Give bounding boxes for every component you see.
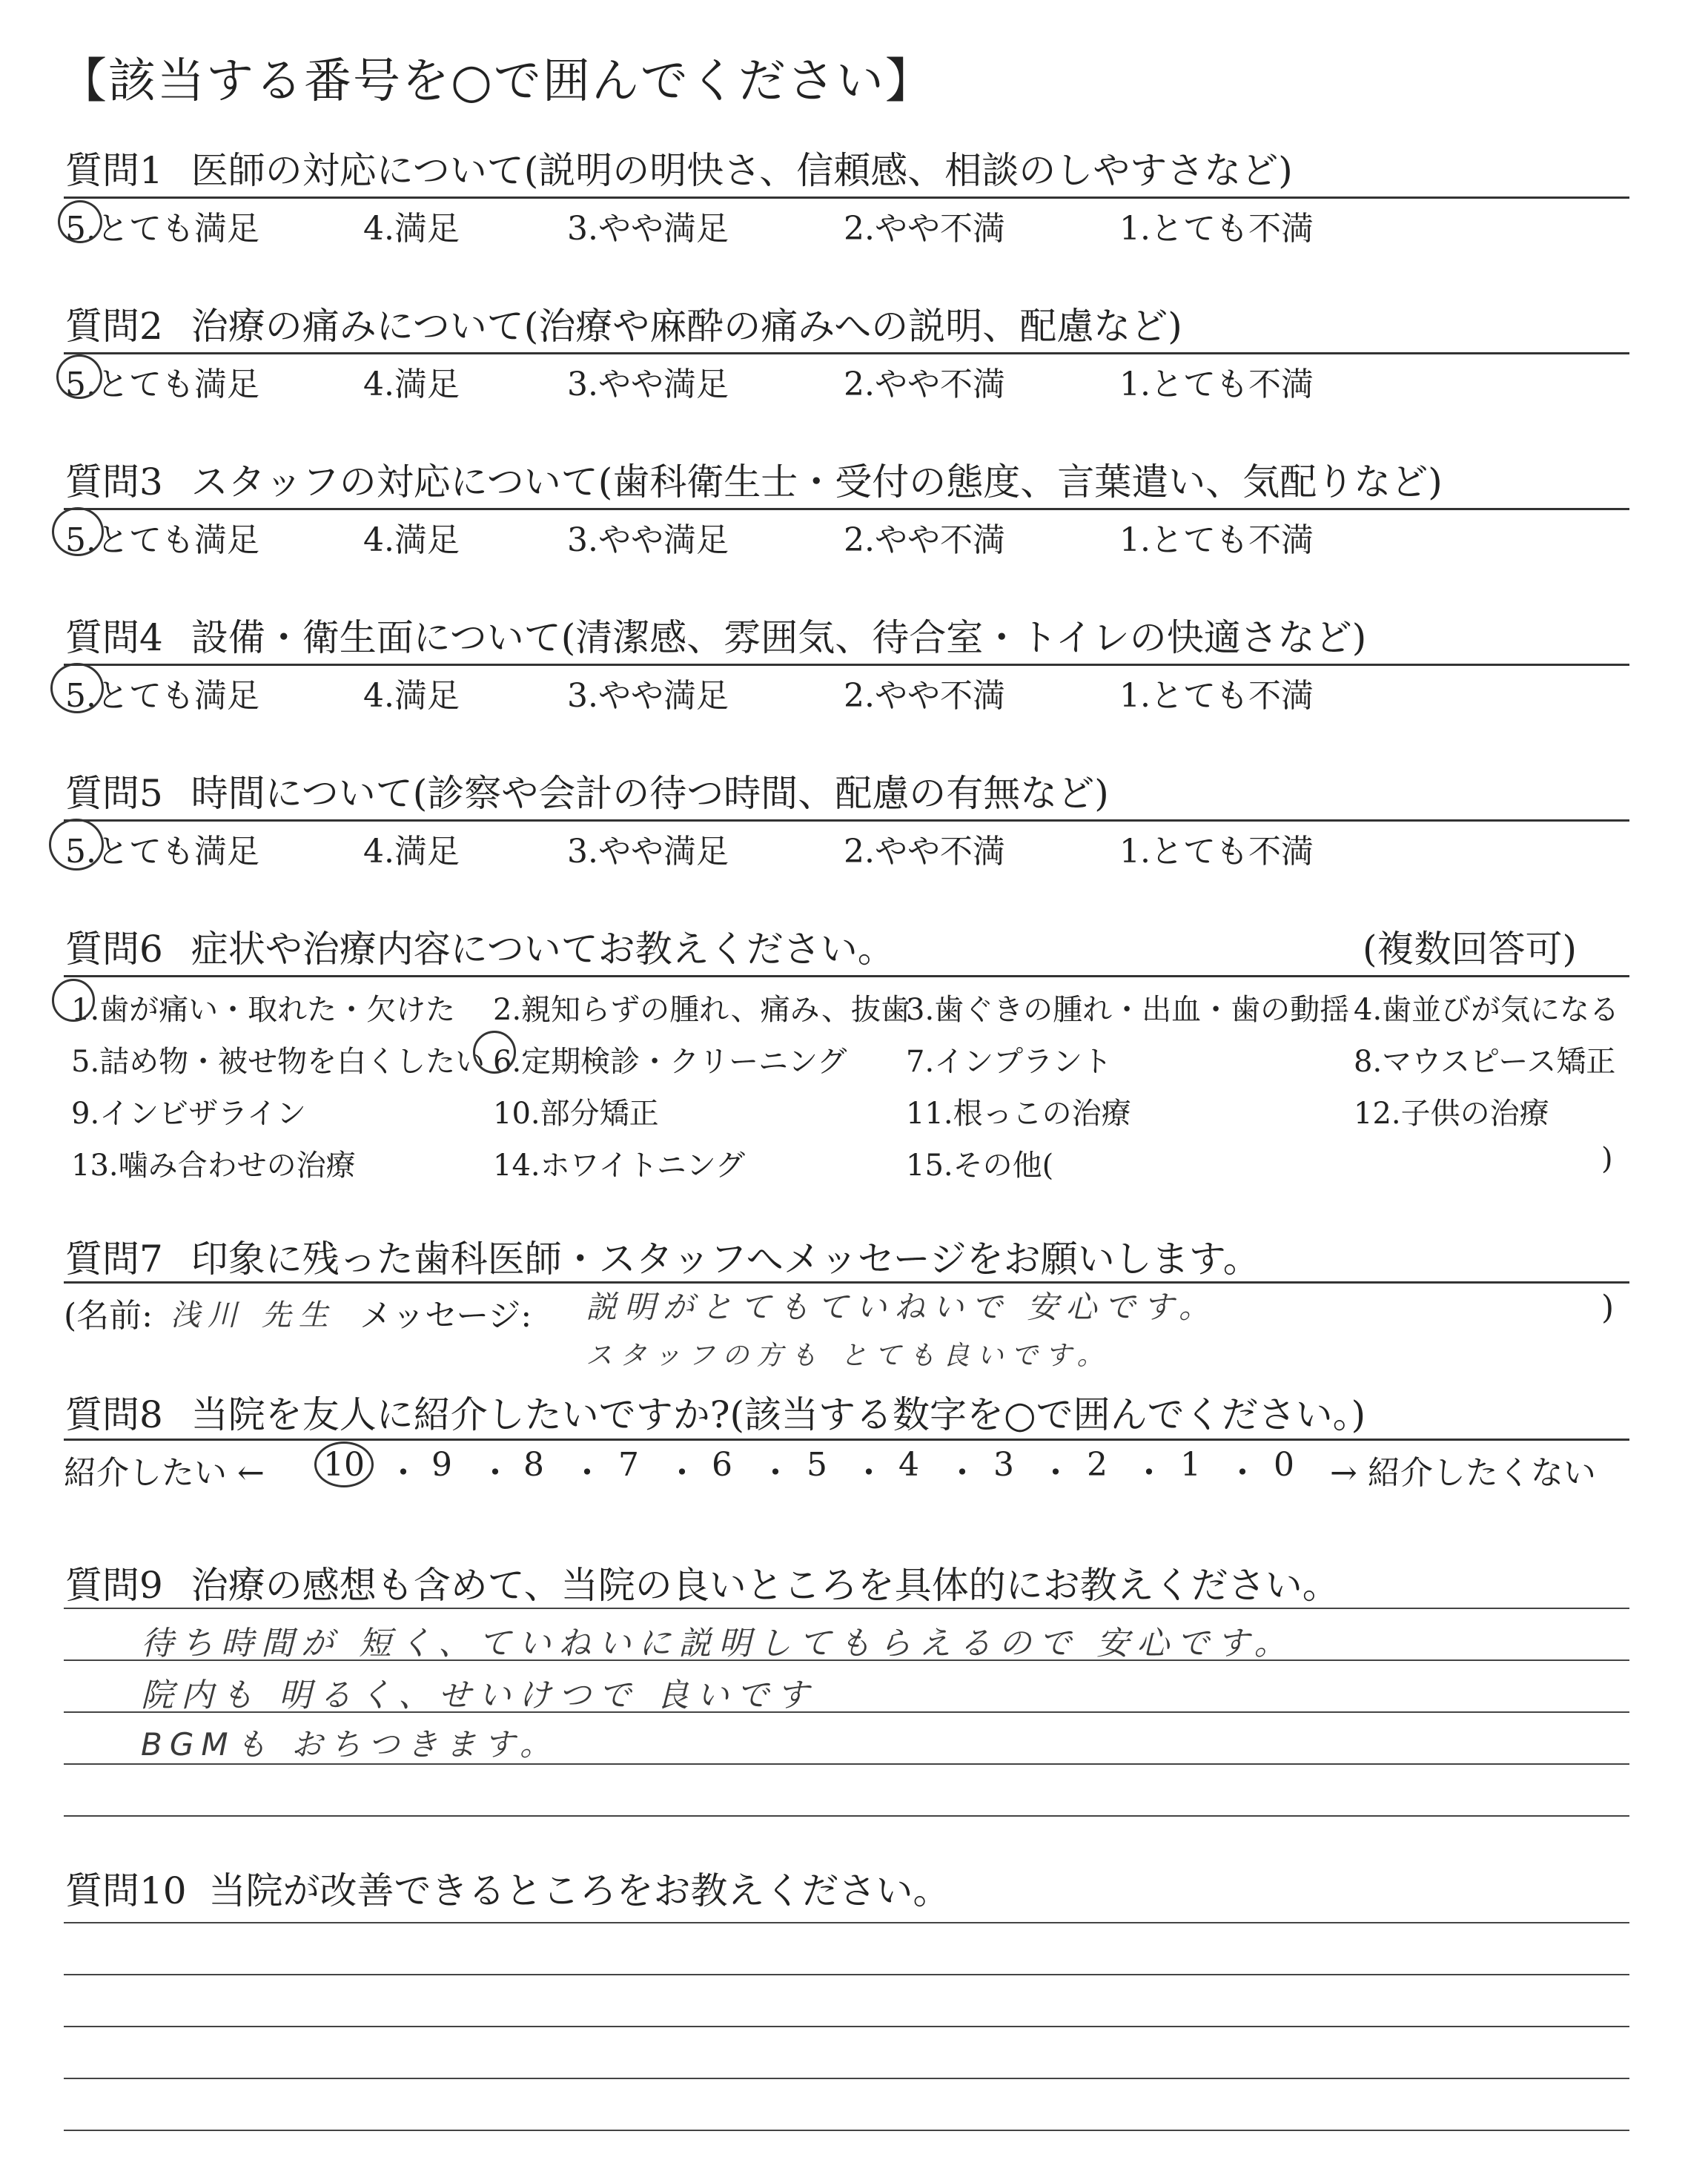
scale-separator: ・ — [1226, 1454, 1259, 1492]
question-5-option-1[interactable]: 1.とても不満 — [1119, 833, 1314, 871]
question-4-option-4[interactable]: 4.満足 — [363, 677, 460, 715]
question-4-rule — [64, 664, 1629, 666]
scale-option-2[interactable]: 2 — [1087, 1446, 1108, 1484]
answer-line — [64, 1608, 1629, 1609]
question-8-heading — [65, 1385, 1366, 1439]
scale-separator: ・ — [387, 1454, 420, 1492]
question-5-text: 時間について(診察や会計の待つ時間、配慮の有無など) — [191, 772, 1109, 815]
scale-separator: ・ — [1039, 1454, 1072, 1492]
question-6-option-7[interactable]: 7.インプラント — [906, 1045, 1113, 1079]
question-2-option-3[interactable]: 3.やや満足 — [567, 366, 729, 403]
answer-line — [64, 1974, 1629, 1975]
scale-separator: ・ — [571, 1454, 603, 1492]
question-5-label: 質問5 — [65, 772, 163, 815]
question-5-option-3[interactable]: 3.やや満足 — [567, 833, 729, 871]
question-9-answer-line-1[interactable]: 待ち時間が 短く、ていねいに説明してもらえるので 安心です。 — [141, 1625, 1294, 1662]
question-3-option-3[interactable]: 3.やや満足 — [567, 521, 729, 559]
question-2-option-5[interactable]: 5.とても満足 — [65, 366, 259, 403]
question-4-option-1[interactable]: 1.とても不満 — [1119, 677, 1314, 715]
question-1-option-1[interactable]: 1.とても不満 — [1119, 210, 1314, 248]
scale-separator: ・ — [1133, 1454, 1165, 1492]
question-6-option-10[interactable]: 10.部分矯正 — [493, 1097, 659, 1131]
question-8-left-label: 紹介したい ← — [64, 1454, 265, 1492]
question-6-rule — [64, 975, 1629, 977]
question-10-label: 質問10 — [65, 1869, 187, 1912]
question-6-option-4[interactable]: 4.歯並びが気になる — [1354, 993, 1620, 1027]
answer-line — [64, 2078, 1629, 2079]
question-9-text: 治療の感想も含めて、当院の良いところを具体的にお教えください。 — [191, 1564, 1340, 1607]
question-9-label: 質問9 — [65, 1564, 163, 1607]
scale-option-3[interactable]: 3 — [993, 1446, 1014, 1484]
answer-line — [64, 1815, 1629, 1817]
question-1-option-3[interactable]: 3.やや満足 — [567, 210, 729, 248]
question-5-option-2[interactable]: 2.やや不満 — [844, 833, 1005, 871]
question-10-text: 当院が改善できるところをお教えください。 — [208, 1869, 950, 1912]
question-2-heading — [65, 297, 1182, 350]
question-9-answer-line-2[interactable]: 院内も 明るく、せいけつで 良いです — [141, 1677, 817, 1714]
question-2-option-4[interactable]: 4.満足 — [363, 366, 460, 403]
question-6-other-close-paren: ) — [1601, 1142, 1613, 1176]
question-2-label: 質問2 — [65, 305, 163, 348]
question-4-option-5[interactable]: 5.とても満足 — [65, 677, 259, 715]
question-2-option-1[interactable]: 1.とても不満 — [1119, 366, 1314, 403]
scale-separator: ・ — [479, 1454, 512, 1492]
question-4-option-3[interactable]: 3.やや満足 — [567, 677, 729, 715]
question-1-text: 医師の対応について(説明の明快さ、信頼感、相談のしやすさなど) — [191, 149, 1293, 192]
question-7-label: 質問7 — [65, 1238, 163, 1281]
question-2-rule — [64, 352, 1629, 354]
scale-option-8[interactable]: 8 — [523, 1446, 544, 1484]
question-6-option-6[interactable]: 6.定期検診・クリーニング — [493, 1045, 847, 1079]
question-4-heading — [65, 608, 1366, 661]
question-6-label: 質問6 — [65, 928, 163, 971]
scale-option-10[interactable]: 10 — [323, 1446, 365, 1484]
question-3-label: 質問3 — [65, 460, 163, 503]
question-3-option-1[interactable]: 1.とても不満 — [1119, 521, 1314, 559]
scale-separator: ・ — [666, 1454, 698, 1492]
question-6-heading — [65, 919, 895, 973]
question-4-label: 質問4 — [65, 616, 163, 659]
question-7-message-line-1[interactable]: 説明がとてもていねいで 安心です。 — [586, 1289, 1217, 1325]
question-3-heading — [65, 452, 1443, 506]
scale-option-6[interactable]: 6 — [712, 1446, 732, 1484]
answer-line — [64, 2026, 1629, 2027]
question-6-option-1[interactable]: 1.歯が痛い・取れた・欠けた — [71, 993, 456, 1027]
question-9-answer-line-3[interactable]: BGMも おちつきます。 — [141, 1726, 559, 1763]
question-6-option-3[interactable]: 3.歯ぐきの腫れ・出血・歯の動揺 — [906, 993, 1350, 1027]
question-8-rule — [64, 1439, 1629, 1441]
question-3-text: スタッフの対応について(歯科衛生士・受付の態度、言葉遣い、気配りなど) — [191, 460, 1443, 503]
question-7-close-paren: ) — [1601, 1289, 1615, 1327]
question-1-rule — [64, 196, 1629, 199]
scale-separator: ・ — [759, 1454, 792, 1492]
question-7-message-line-2[interactable]: スタッフの方も とても良いです。 — [586, 1341, 1111, 1371]
question-7-text: 印象に残った歯科医師・スタッフへメッセージをお願いします。 — [191, 1238, 1260, 1281]
scale-option-4[interactable]: 4 — [898, 1446, 919, 1484]
question-8-label: 質問8 — [65, 1393, 163, 1436]
question-6-option-15[interactable]: 15.その他( — [906, 1149, 1054, 1183]
question-3-option-2[interactable]: 2.やや不満 — [844, 521, 1005, 559]
question-4-option-2[interactable]: 2.やや不満 — [844, 677, 1005, 715]
question-7-message-label: メッセージ: — [360, 1297, 532, 1335]
question-6-option-5[interactable]: 5.詰め物・被せ物を白くしたい — [71, 1045, 486, 1079]
scale-separator: ・ — [853, 1454, 885, 1492]
question-2-option-2[interactable]: 2.やや不満 — [844, 366, 1005, 403]
question-7-name-label: (名前: — [64, 1297, 153, 1335]
question-6-note: (複数回答可) — [1363, 928, 1578, 971]
question-3-option-4[interactable]: 4.満足 — [363, 521, 460, 559]
scale-option-1[interactable]: 1 — [1180, 1446, 1201, 1484]
question-6-option-9[interactable]: 9.インビザライン — [71, 1097, 306, 1131]
scale-option-0[interactable]: 0 — [1274, 1446, 1294, 1484]
question-1-option-4[interactable]: 4.満足 — [363, 210, 460, 248]
question-6-option-14[interactable]: 14.ホワイトニング — [493, 1149, 746, 1183]
question-8-text: 当院を友人に紹介したいですか?(該当する数字を○で囲んでください。) — [191, 1393, 1366, 1436]
question-1-heading — [65, 141, 1293, 194]
question-7-heading — [65, 1229, 1260, 1283]
answer-line — [64, 2130, 1629, 2131]
question-6-option-2[interactable]: 2.親知らずの腫れ、痛み、抜歯 — [493, 993, 910, 1027]
question-1-option-5[interactable]: 5.とても満足 — [65, 210, 259, 248]
question-6-text: 症状や治療内容についてお教えください。 — [191, 928, 895, 971]
question-10-heading — [65, 1861, 950, 1915]
question-1-label: 質問1 — [65, 149, 163, 192]
question-6-option-8[interactable]: 8.マウスピース矯正 — [1354, 1045, 1616, 1079]
question-3-option-5[interactable]: 5.とても満足 — [65, 521, 259, 559]
question-8-right-label: → 紹介したくない — [1330, 1454, 1596, 1492]
scale-option-7[interactable]: 7 — [618, 1446, 639, 1484]
question-6-option-12[interactable]: 12.子供の治療 — [1354, 1097, 1549, 1131]
question-3-rule — [64, 508, 1629, 510]
question-7-name-value[interactable]: 浅川 先生 — [171, 1298, 336, 1332]
question-2-text: 治療の痛みについて(治療や麻酔の痛みへの説明、配慮など) — [191, 305, 1182, 348]
question-5-option-4[interactable]: 4.満足 — [363, 833, 460, 871]
form-title: 【該当する番号を○で囲んでください】 — [59, 54, 934, 109]
question-9-heading — [65, 1556, 1340, 1609]
question-5-option-5[interactable]: 5.とても満足 — [65, 833, 259, 871]
question-4-text: 設備・衛生面について(清潔感、雰囲気、待合室・トイレの快適さなど) — [191, 616, 1367, 659]
answer-line — [64, 1922, 1629, 1923]
question-5-rule — [64, 819, 1629, 822]
scale-option-9[interactable]: 9 — [431, 1446, 452, 1484]
scale-option-5[interactable]: 5 — [807, 1446, 827, 1484]
question-6-option-11[interactable]: 11.根っこの治療 — [906, 1097, 1131, 1131]
question-5-heading — [65, 764, 1109, 817]
question-6-option-13[interactable]: 13.噛み合わせの治療 — [71, 1149, 356, 1183]
question-1-option-2[interactable]: 2.やや不満 — [844, 210, 1005, 248]
scale-separator: ・ — [946, 1454, 979, 1492]
